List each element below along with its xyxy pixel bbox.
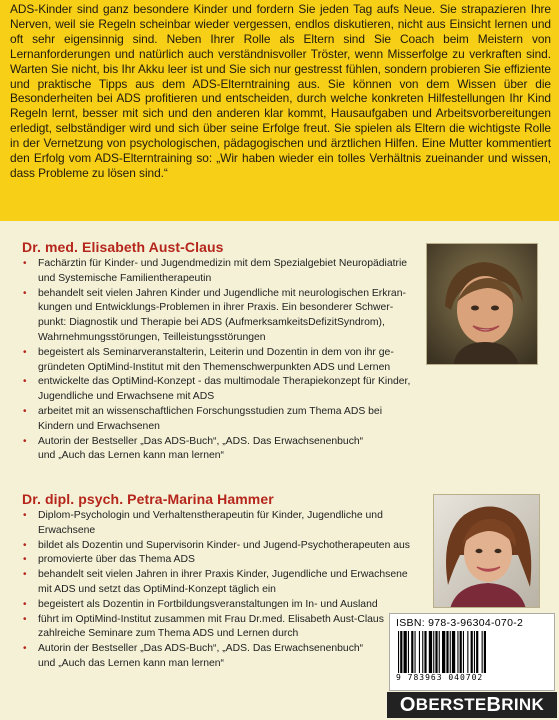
bio-line: behandelt seit vielen Jahren in ihrer Praxis Kinder, Jugendliche und Erwachsene xyxy=(38,569,408,581)
author-bio-list xyxy=(22,509,410,672)
publisher-logo-word: RINK xyxy=(501,695,545,714)
author-section-hammer xyxy=(22,491,410,672)
bio-line: kungen und Entwicklungs-Problemen in ihrer Praxis. Ein besonderer Schwer- xyxy=(38,302,394,314)
author-section-aust-claus xyxy=(22,239,410,464)
bio-item xyxy=(22,642,410,672)
bio-line: punkt: Diagnostik und Therapie bei ADS (AufmerksamkeitsDefizitSyndrom), xyxy=(38,317,385,329)
bullet-icon: • xyxy=(23,258,27,269)
bullet-icon: • xyxy=(23,435,27,447)
bio-item xyxy=(22,509,410,539)
bullet-icon: • xyxy=(23,510,27,521)
bio-item xyxy=(22,435,410,465)
bullet-icon: • xyxy=(23,287,27,299)
bio-line: mit ADS und setzt das OptiMind-Konzept täglich ein xyxy=(38,583,276,595)
bio-item xyxy=(22,598,410,613)
bio-line: Fachärztin für Kinder- und Jugendmedizin mit dem Spezialgebiet Neuropädiatrie xyxy=(38,258,408,269)
bullet-icon: • xyxy=(23,643,27,655)
author-photo-hammer xyxy=(433,494,540,608)
bio-line: entwickelte das OptiMind-Konzept - das multimodale Therapiekonzept für Kinder, xyxy=(38,376,411,388)
bio-line: führt im OptiMind-Institut zusammen mit Frau Dr.med. Elisabeth Aust-Claus xyxy=(38,613,384,625)
bio-line: Diplom-Psychologin und Verhaltenstherapeutin für Kinder, Jugendliche und xyxy=(38,510,383,521)
bio-line: und „Auch das Lernen kann man lernen“ xyxy=(38,450,224,462)
isbn-label: ISBN: 978-3-96304-070-2 xyxy=(396,617,524,629)
bio-line: promovierte über das Thema ADS xyxy=(38,554,195,566)
publisher-logo-letter: O xyxy=(399,693,416,716)
bio-item xyxy=(22,346,410,376)
publisher-logo-word: BERSTE xyxy=(415,695,487,714)
bio-line: Wahrnehmungsstörungen, Teilleistungsstörungen xyxy=(38,331,266,343)
intro-panel xyxy=(0,0,559,221)
bio-line: Jugendliche und Erwachsene mit ADS xyxy=(38,391,215,403)
bio-item xyxy=(22,257,410,287)
bullet-icon: • xyxy=(23,376,27,388)
bullet-icon: • xyxy=(23,405,27,417)
bio-item xyxy=(22,613,410,643)
bullet-icon: • xyxy=(23,613,27,625)
bio-line: und „Auch das Lernen kann man lernen“ xyxy=(38,657,224,669)
bio-item xyxy=(22,568,410,598)
publisher-logo-letter: B xyxy=(486,693,502,716)
bio-line: begeistert als Seminarveranstalterin, Leiterin und Dozentin in dem von ihr ge- xyxy=(38,346,394,358)
bullet-icon: • xyxy=(23,346,27,358)
author-name: Dr. dipl. psych. Petra-Marina Hammer xyxy=(22,491,274,507)
bio-line: behandelt seit vielen Jahren Kinder und Jugendliche mit neurologischen Erkran- xyxy=(38,287,406,299)
barcode-digits: 9 783963 040702 xyxy=(396,673,484,682)
author-bio-list xyxy=(22,257,410,464)
bio-item xyxy=(22,405,410,435)
bullet-icon: • xyxy=(23,569,27,581)
bio-line: Erwachsene xyxy=(38,524,96,536)
bio-line: gründeten OptiMind-Institut mit den Themenschwerpunkten ADS und Lernen xyxy=(38,361,391,373)
isbn-barcode-box xyxy=(389,613,555,691)
bio-line: arbeitet mit an wissenschaftlichen Forschungsstudien zum Thema ADS bei xyxy=(38,405,383,417)
bio-line: Kindern und Erwachsenen xyxy=(38,420,160,432)
intro-text: ADS-Kinder sind ganz besondere Kinder und fordern Sie jeden Tag aufs Neue. Sie strapazieren Ihre Nerven, weil sie Regeln scheinbar wieder vergessen, endlos diskutieren, nicht aus Einsicht lernen und oft sehr eigensinnig sind. Neben Ihrer Rolle als Eltern sind Sie Coach beim Meistern von Lernanforderungen und natürlich auch verständnisvoller Tröster, wenn Misserfolge zu verkraften sind. Warten Sie nicht, bis Ihr Akku leer ist und Sie sich nur gestresst fühlen, sondern probieren Sie effiziente und praktische Tipps aus dem ADS-Elterntraining aus. Sie können von dem Wissen über die Besonderheiten bei ADS profitieren und entscheiden, durch welche konkreten Hilfestellungen Ihr Kind Regeln lernt, besser mit sich und den anderen klar kommt, Hausaufgaben und Arbeitsvorbereitungen erledigt, selbständiger wird und sich über seine Erfolge freut. Sie spielen als Eltern die wichtigste Rolle in der Vernetzung von psychologischen, pädagogischen und ärztlichen Hilfen. Eine Mutter kommentiert den Erfolg vom ADS-Elterntraining so: „Wir haben wieder ein tolles Verhältnis zueinander und wissen, dass Probleme zu lösen sind.“ xyxy=(10,2,551,180)
barcode-graphic xyxy=(396,631,548,673)
bio-item xyxy=(22,287,410,346)
bio-line: begeistert als Dozentin in Fortbildungsveranstaltungen im In- und Ausland xyxy=(38,598,378,610)
bullet-icon: • xyxy=(23,598,27,610)
bio-item xyxy=(22,375,410,405)
bio-line: Autorin der Bestseller „Das ADS-Buch“, „ADS. Das Erwachsenenbuch“ xyxy=(38,643,364,655)
bio-item xyxy=(22,553,410,568)
author-photo-aust-claus xyxy=(426,243,538,365)
bio-line: und Systemische Familientherapeutin xyxy=(38,272,212,284)
bio-line: Autorin der Bestseller „Das ADS-Buch“, „ADS. Das Erwachsenenbuch“ xyxy=(38,435,364,447)
bullet-icon: • xyxy=(23,539,27,551)
publisher-logo xyxy=(387,692,557,718)
bio-line: zahlreiche Seminare zum Thema ADS und Lernen durch xyxy=(38,628,299,640)
bullet-icon: • xyxy=(23,554,27,566)
bio-line: bildet als Dozentin und Supervisorin Kinder- und Jugend-Psychotherapeuten aus xyxy=(38,539,410,551)
author-name: Dr. med. Elisabeth Aust-Claus xyxy=(22,239,224,255)
bio-item xyxy=(22,539,410,554)
